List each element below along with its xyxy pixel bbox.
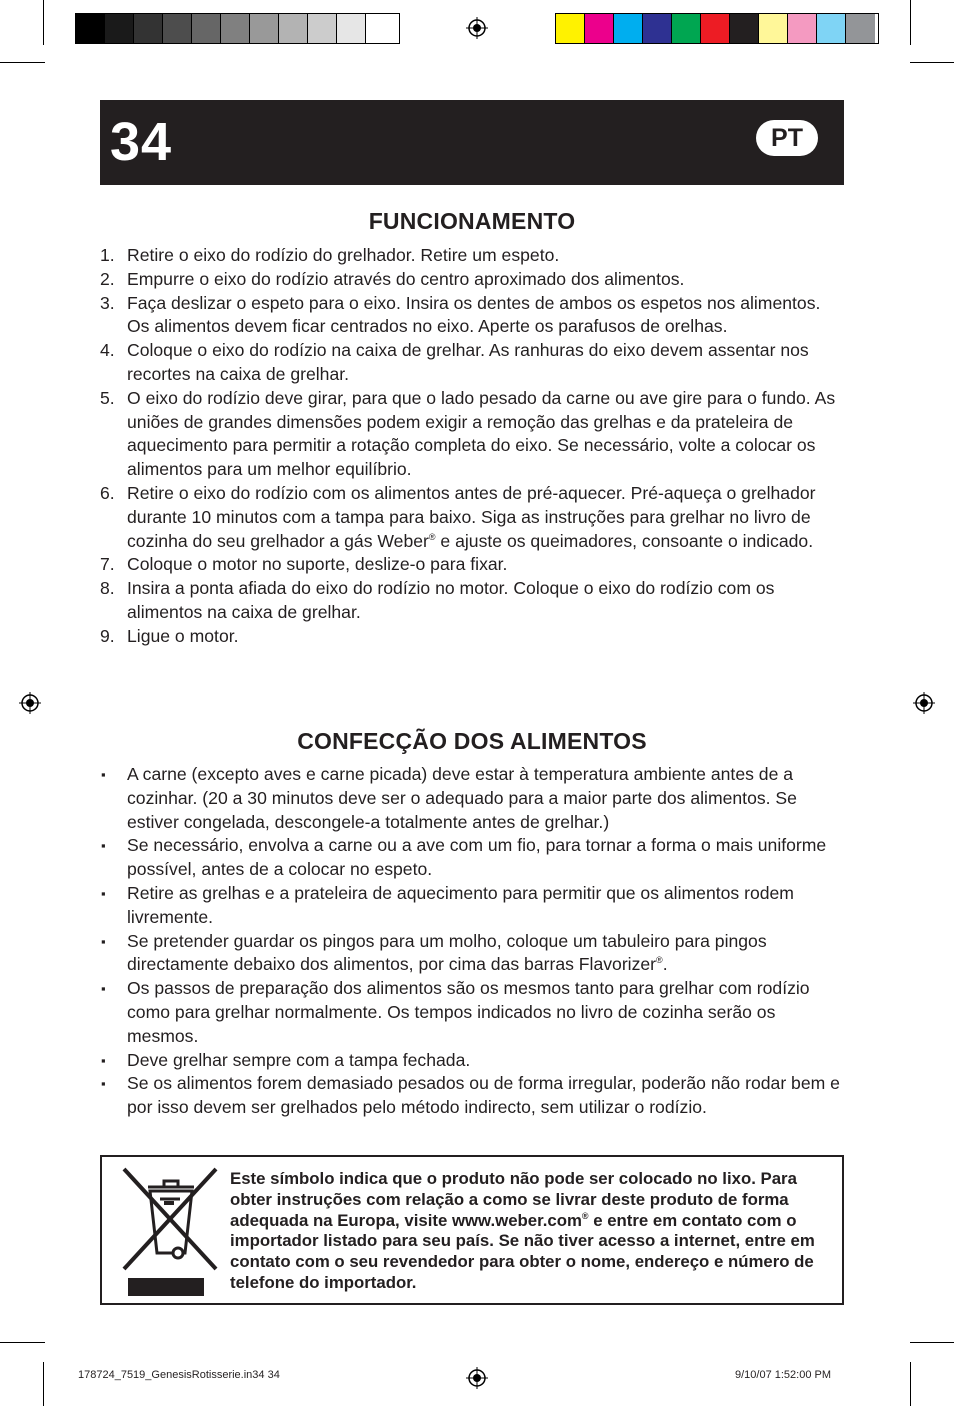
list-item [100,577,846,625]
bullet-icon: ▪ [101,838,106,854]
notice-text-part: Este símbolo indica que o produto não pode ser colocado no lixo. Para obter instruções com relação a como se livrar deste produto de forma adequada na Europa, visite www.weber.com [230,1169,797,1230]
step-text: Retire o eixo do rodízio com os alimentos antes de pré-aquecer. Pré-aqueça o grelhador durante 10 minutos com a tampa para baixo. Siga as instruções para grelhar no livro de cozinha do seu grelhador a gás Weber [127,482,816,551]
step-text: Coloque o motor no suporte, deslize-o para fixar. [127,554,508,575]
color-swatch [556,14,585,43]
bullet-icon: ▪ [101,767,106,782]
registration-mark-icon [19,692,41,714]
step-text: Empurre o eixo do rodízio através do centro aproximado dos alimentos. [127,268,685,289]
color-swatch [250,14,279,43]
step-number: 1. [100,245,115,265]
bullet-icon: ▪ [101,933,106,949]
registration-mark-icon [466,1367,488,1389]
bullet-icon: ▪ [101,885,106,901]
item-text: Deve grelhar sempre com a tampa fechada. [127,1049,471,1070]
item-text: Se pretender guardar os pingos para um molho, coloque um tabuleiro para pingos directamente debaixo dos alimentos, por cima das barras Flavorizer [127,930,767,975]
registration-mark-icon [466,17,488,39]
crop-mark [43,1362,44,1406]
color-swatch [788,14,817,43]
item-text: Retire as grelhas e a prateleira de aquecimento para permitir que os alimentos rodem livremente. [127,882,794,927]
color-swatch [337,14,366,43]
color-swatch [817,14,846,43]
step-text: Insira a ponta afiada do eixo do rodízio no motor. Coloque o eixo do rodízio com os alimentos na caixa de grelhar. [127,578,775,622]
list-item [100,1049,846,1073]
notice-text-part: e entre em contato com o importador listado para seu país. Se não tiver acesso a internet, entre em contato com o seu revendedor para obter o nome, endereço e número de telefone do importador. [230,1210,815,1292]
step-number: 5. [100,387,115,408]
color-swatch [76,14,105,43]
page-header [100,100,844,185]
color-swatch [134,14,163,43]
list-item [100,977,846,1048]
list-item [100,553,846,577]
color-swatch [585,14,614,43]
list-item [100,244,846,268]
section-title-funcionamento: FUNCIONAMENTO [368,208,576,234]
registered-mark: ® [656,955,663,966]
crop-mark [910,62,954,63]
process-color-bar [555,13,879,44]
step-number: 6. [100,482,115,503]
crop-mark [910,0,911,45]
disposal-notice-text [230,1169,830,1294]
footer-timestamp: 9/10/07 1:52:00 PM [735,1369,832,1381]
registered-mark: ® [581,1210,589,1221]
crop-mark [43,0,44,45]
step-text: Faça deslizar o espeto para o eixo. Insira os dentes de ambos os espetos nos alimentos. Os alimentos devem ficar centrados no eixo. Aperte os parafusos de orelhas. [127,292,821,337]
color-swatch [643,14,672,43]
disposal-notice-box [100,1155,844,1305]
item-text: . [662,954,668,975]
page-number: 34 [110,112,173,172]
step-text: Ligue o motor. [127,625,239,646]
color-swatch [614,14,643,43]
color-swatch [701,14,730,43]
list-item [100,930,846,978]
list-item [100,482,846,553]
operation-steps-list [100,244,846,649]
list-item [100,763,846,834]
language-badge: PT [756,120,818,156]
footer-file-info: 178724_7519_GenesisRotisserie.in34 34 [78,1369,280,1381]
color-swatch [730,14,759,43]
list-item [100,387,846,482]
color-swatch [163,14,192,43]
step-number: 9. [100,625,115,646]
list-item [100,339,846,387]
section-title-confeccao: CONFECÇÃO DOS ALIMENTOS [297,728,647,754]
list-item [100,1072,846,1120]
bullet-icon: ▪ [101,1076,106,1092]
item-text: A carne (excepto aves e carne picada) deve estar à temperatura ambiente antes de a cozinhar. (20 a 30 minutos deve ser o adequado para a maior parte dos alimentos. Se estiver congelada, descongele-a totalmente antes de grelhar.) [127,764,797,832]
step-text: e ajuste os queimadores, consoante o indicado. [435,530,814,551]
color-swatch [672,14,701,43]
registration-mark-icon [913,692,935,714]
crop-mark [910,1362,911,1406]
color-swatch [308,14,337,43]
color-swatch [279,14,308,43]
registered-mark: ® [428,531,436,542]
step-number: 7. [100,554,115,575]
step-text: Coloque o eixo do rodízio na caixa de grelhar. As ranhuras do eixo devem assentar nos recortes na caixa de grelhar. [127,340,809,384]
bin-underline-bar [128,1278,204,1296]
item-text: Se os alimentos forem demasiado pesados ou de forma irregular, poderão não rodar bem e por isso devem ser grelhados pelo método indirecto, sem utilizar o rodízio. [127,1073,840,1118]
bullet-icon: ▪ [101,1052,106,1068]
step-number: 2. [100,268,115,289]
step-number: 8. [100,578,115,599]
crop-mark [0,1342,45,1343]
list-item [100,882,846,930]
list-item [100,268,846,292]
color-swatch [105,14,134,43]
color-swatch [221,14,250,43]
step-text: O eixo do rodízio deve girar, para que o lado pesado da carne ou ave gire para o fundo. As uniões de grandes dimensões podem exigir a remoção das grelhas e da prateleira de aquecimento para permitir a rotação completa do eixo. Se necessário, volte a colocar os alimentos para um melhor equilíbrio. [127,387,836,480]
item-text: Se necessário, envolva a carne ou a ave com um fio, para tornar a forma o mais uniforme possível, antes de a colocar no espeto. [127,835,827,880]
color-swatch [192,14,221,43]
list-item [100,625,846,649]
step-number: 4. [100,340,115,361]
step-number: 3. [100,292,115,313]
color-swatch [366,14,395,43]
bullet-icon: ▪ [101,981,106,997]
crop-mark [0,62,45,63]
step-text: Retire o eixo do rodízio do grelhador. Retire um espeto. [127,245,560,265]
list-item [100,834,846,882]
crop-mark [910,1342,954,1343]
list-item [100,292,846,340]
grayscale-color-bar [75,13,400,44]
item-text: Os passos de preparação dos alimentos são os mesmos tanto para grelhar com rodízio como para grelhar normalmente. Os tempos indicados no livro de cozinha serão os mesmos. [127,978,810,1046]
color-swatch [846,14,875,43]
food-preparation-list [100,763,846,1120]
color-swatch [759,14,788,43]
